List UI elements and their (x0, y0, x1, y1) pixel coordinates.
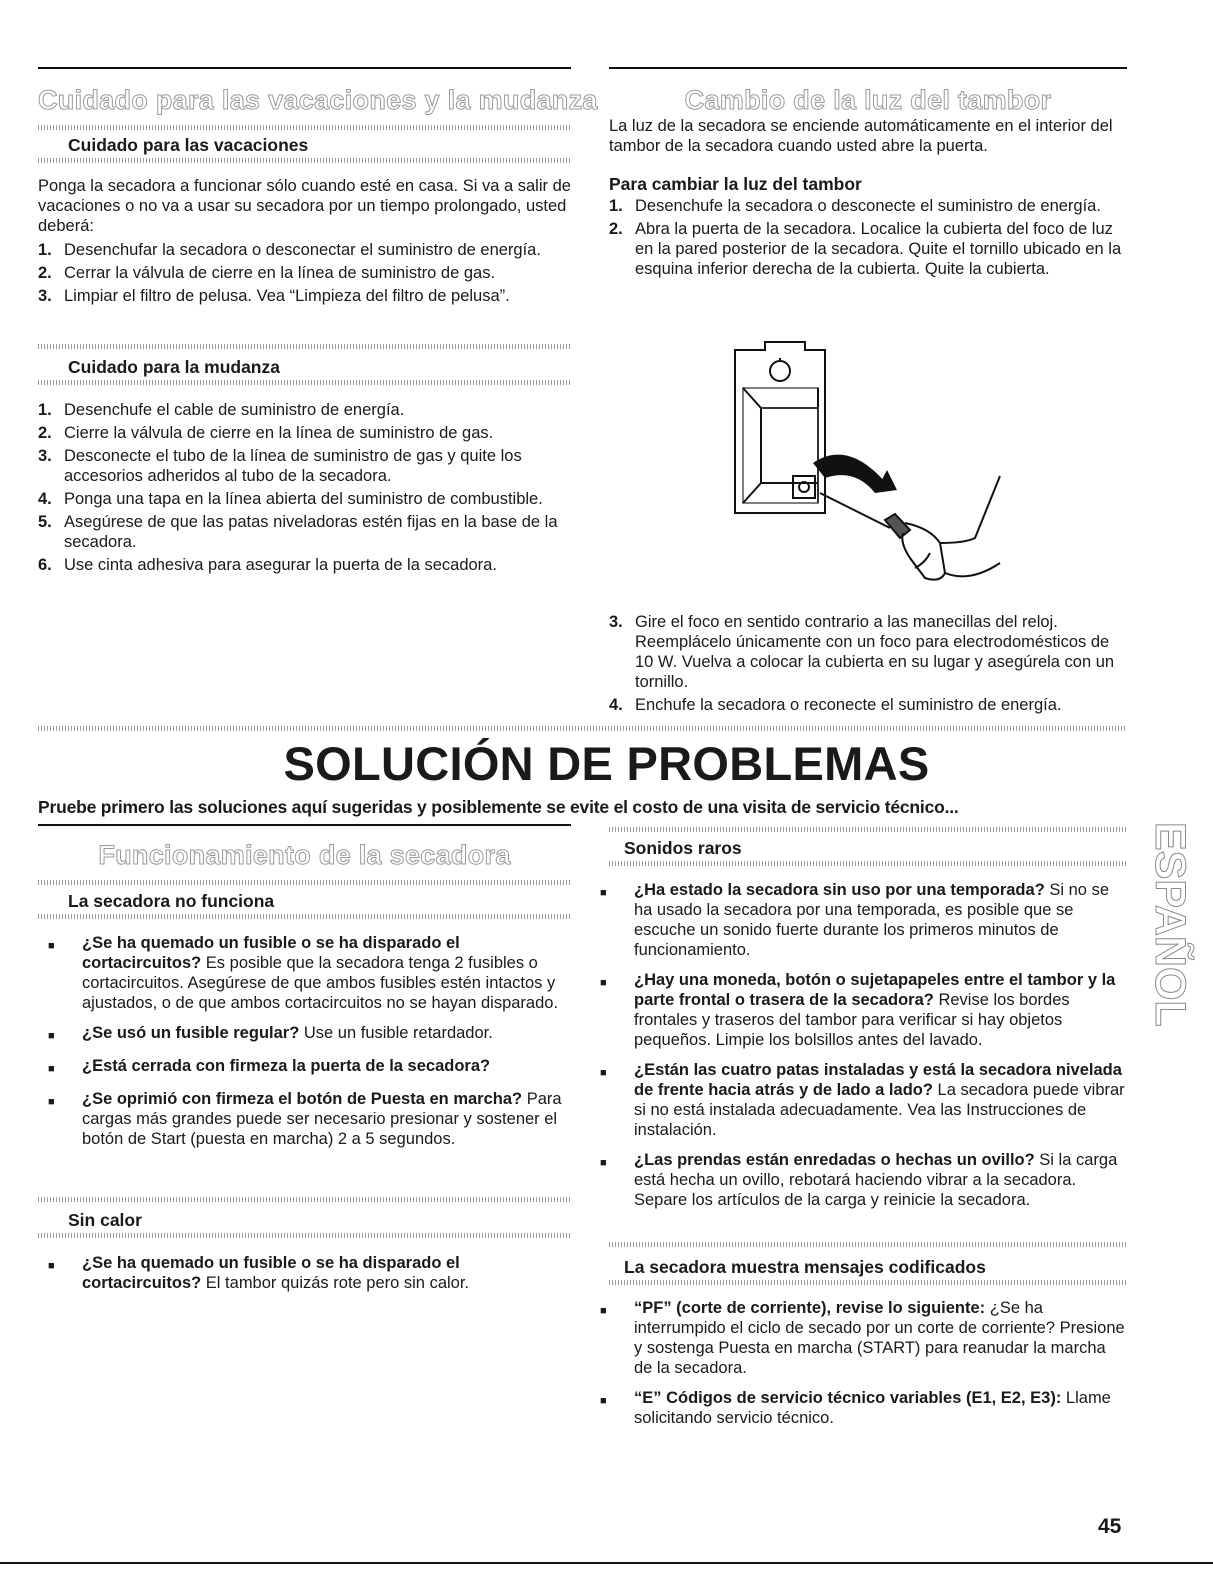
numbered-step: 1. Desenchufar la secadora o desconectar el suministro de energía. (38, 241, 541, 259)
numbered-step: 3. Gire el foco en sentido contrario a las manecillas del reloj. Reemplácelo únicamente con un foco para electrodomésticos de 10 W. Vuelva a colocar la cubierta en su lugar y asegúrela con un tornillo. (609, 612, 1127, 692)
bullet-icon: ■ (48, 1030, 55, 1042)
vacations-body (38, 176, 571, 309)
troubleshoot-item (600, 970, 1127, 1050)
question: ¿Se ha quemado un fusible o se ha disparado el cortacircuitos? (82, 934, 460, 972)
question: ¿Las prendas están enredadas o hechas un ovillo? (634, 1151, 1035, 1169)
question: ¿Están las cuatro patas instaladas y está la secadora nivelada de frente hacia atrás y de lado a lado? (634, 1061, 1122, 1099)
bullet-icon: ■ (600, 1395, 607, 1407)
numbered-step: 2. Cerrar la válvula de cierre en la línea de suministro de gas. (38, 264, 496, 282)
answer: El tambor quizás rote pero sin calor. (205, 1274, 470, 1292)
bullet-icon: ■ (600, 1067, 607, 1079)
troubleshoot-item (48, 1023, 571, 1046)
troubleshoot-item (600, 1388, 1127, 1428)
no-run-list (48, 933, 571, 1159)
question: ¿Se oprimió con firmeza el botón de Puesta en marcha? (82, 1090, 523, 1108)
step-text: Abra la puerta de la secadora. Localice la cubierta del foco de luz en la pared posterior de la secadora. Quite el tornillo ubicado en la esquina inferior derecha de la cubierta. Quite la cubierta. (635, 220, 1122, 278)
step-text: Ponga una tapa en la línea abierta del suministro de combustible. (64, 490, 543, 508)
divider (609, 1242, 1127, 1247)
step-text: Asegúrese de que las patas niveladoras estén fijas en la base de la secadora. (64, 513, 558, 551)
answer: Revise los bordes frontales y traseros del tambor para verificar si hay objetos pequeños. Limpie los bolsillos antes del lavado. (634, 991, 1070, 1049)
divider (609, 827, 1127, 832)
question: “E” Códigos de servicio técnico variables (E1, E2, E3): (634, 1389, 1062, 1407)
drumlight-heading: Cambio de la luz del tambor (684, 85, 1052, 115)
no-run-title: La secadora no funciona (68, 891, 275, 911)
bullet-icon: ■ (600, 1305, 607, 1317)
bullet-icon: ■ (600, 887, 607, 899)
codes-list (600, 1298, 1127, 1438)
divider (38, 880, 571, 885)
divider (38, 380, 571, 385)
numbered-step: 4. Enchufe la secadora o reconecte el suministro de energía. (609, 696, 1062, 714)
drumlight-intro: La luz de la secadora se enciende automáticamente en el interior del tambor de la secadora cuando usted abre la puerta. (609, 117, 1113, 155)
question: ¿Está cerrada con firmeza la puerta de la secadora? (82, 1057, 491, 1075)
step-text: Limpiar el filtro de pelusa. Vea “Limpieza del filtro de pelusa”. (64, 287, 510, 305)
numbered-step: 2. Cierre la válvula de cierre en la línea de suministro de gas. (38, 424, 494, 442)
numbered-step: 3. Limpiar el filtro de pelusa. Vea “Limpieza del filtro de pelusa”. (38, 287, 510, 305)
divider (609, 861, 1127, 866)
troubleshooting-subtitle: Pruebe primero las soluciones aquí sugeridas y posiblemente se evite el costo de una visita de servicio técnico... (38, 797, 959, 817)
divider (38, 1197, 571, 1202)
question: ¿Se usó un fusible regular? (82, 1024, 300, 1042)
step-text: Desenchufar la secadora o desconectar el suministro de energía. (64, 241, 541, 259)
troubleshoot-item (600, 1298, 1127, 1378)
question: ¿Ha estado la secadora sin uso por una temporada? (634, 881, 1045, 899)
drumlight-body (609, 116, 1127, 282)
numbered-step: 2. Abra la puerta de la secadora. Localice la cubierta del foco de luz en la pared posterior de la secadora. Quite el tornillo ubicado en la esquina inferior derecha de la cubierta. Quite la cubierta. (609, 219, 1127, 279)
bullet-icon: ■ (48, 1063, 55, 1075)
drumlight-subheading: Para cambiar la luz del tambor (609, 174, 862, 194)
divider (38, 1233, 571, 1238)
divider (38, 125, 571, 130)
numbered-step: 3. Desconecte el tubo de la línea de suministro de gas y quite los accesorios adheridos al tubo de la secadora. (38, 446, 571, 486)
question: ¿Hay una moneda, botón o sujetapapeles entre el tambor y la parte frontal o trasera de la secadora? (634, 971, 1116, 1009)
vacations-subheading: Cuidado para las vacaciones (68, 135, 309, 155)
numbered-step: 1. Desenchufe la secadora o desconecte el suministro de energía. (609, 197, 1101, 215)
answer: Si la carga está hecha un ovillo, rebotará haciendo vibrar a la secadora. Separe los artículos de la carga y reinicie la secadora. (634, 1151, 1118, 1209)
bullet-icon: ■ (600, 977, 607, 989)
question: ¿Se ha quemado un fusible o se ha disparado el cortacircuitos? (82, 1254, 460, 1292)
answer: ¿Se ha interrumpido el ciclo de secado por un corte de corriente? Presione y sostenga Puesta en marcha (START) para reanudar la marcha de la secadora. (634, 1299, 1125, 1377)
divider (609, 1280, 1127, 1285)
troubleshoot-item (48, 933, 571, 1013)
codes-title: La secadora muestra mensajes codificados (624, 1257, 986, 1277)
language-tab: ESPAÑOL (1146, 822, 1194, 1027)
answer: Es posible que la secadora tenga 2 fusibles o cortacircuitos. Asegúrese de que ambos fusibles estén intactos y ajustados, o de que ambos cortacircuitos no se hayan disparado. (82, 954, 559, 1012)
troubleshoot-item (600, 1060, 1127, 1140)
question: “PF” (corte de corriente), revise lo siguiente: (634, 1299, 986, 1317)
answer: Si no se ha usado la secadora por una temporada, es posible que se escuche un sonido fuerte durante los primeros minutos de funcionamiento. (634, 881, 1109, 959)
sounds-title: Sonidos raros (624, 838, 742, 858)
step-text: Desenchufe la secadora o desconecte el suministro de energía. (635, 197, 1101, 215)
divider (38, 726, 1127, 731)
operation-heading: Funcionamiento de la secadora (98, 840, 511, 870)
step-text: Desconecte el tubo de la línea de suministro de gas y quite los accesorios adheridos al tubo de la secadora. (64, 447, 522, 485)
troubleshoot-item (48, 1253, 571, 1293)
vacations-intro: Ponga la secadora a funcionar sólo cuando esté en casa. Si va a salir de vacaciones o no va a usar su secadora por un tiempo prolongado, usted deberá: (38, 177, 571, 235)
divider (38, 914, 571, 919)
no-heat-title: Sin calor (68, 1210, 142, 1230)
answer: La secadora puede vibrar si no está instalada adecuadamente. Vea las Instrucciones de instalación. (634, 1081, 1125, 1139)
bullet-icon: ■ (48, 1260, 55, 1272)
vacations-heading: Cuidado para las vacaciones y la mudanza (38, 85, 598, 115)
numbered-step: 1. Desenchufe el cable de suministro de energía. (38, 401, 405, 419)
troubleshoot-item (48, 1056, 571, 1079)
numbered-step: 6. Use cinta adhesiva para asegurar la puerta de la secadora. (38, 556, 497, 574)
light-cover-illustration (725, 338, 1015, 588)
bullet-icon: ■ (600, 1157, 607, 1169)
answer: Use un fusible retardador. (303, 1024, 493, 1042)
bullet-icon: ■ (48, 1096, 55, 1108)
numbered-step: 4. Ponga una tapa en la línea abierta del suministro de combustible. (38, 490, 543, 508)
drumlight-body-2 (609, 612, 1127, 718)
sounds-list (600, 880, 1127, 1220)
divider (38, 158, 571, 163)
moving-subheading: Cuidado para la mudanza (68, 357, 280, 377)
divider (38, 344, 571, 349)
answer: Llame solicitando servicio técnico. (634, 1389, 1111, 1427)
bottom-rule (0, 1562, 1213, 1564)
troubleshoot-item (600, 1150, 1127, 1210)
step-text: Use cinta adhesiva para asegurar la puerta de la secadora. (64, 556, 497, 574)
answer: Para cargas más grandes puede ser necesario presionar y sostener el botón de Start (puesta en marcha) 2 a 5 segundos. (82, 1090, 562, 1148)
step-text: Cerrar la válvula de cierre en la línea de suministro de gas. (64, 264, 496, 282)
bullet-icon: ■ (48, 940, 55, 952)
numbered-step: 5. Asegúrese de que las patas niveladoras estén fijas en la base de la secadora. (38, 512, 571, 552)
troubleshooting-title: SOLUCIÓN DE PROBLEMAS (283, 737, 930, 790)
step-text: Desenchufe el cable de suministro de energía. (64, 401, 405, 419)
no-heat-list (48, 1253, 571, 1303)
troubleshoot-item (600, 880, 1127, 960)
troubleshoot-item (48, 1089, 571, 1149)
step-text: Enchufe la secadora o reconecte el suministro de energía. (635, 696, 1062, 714)
page-number: 45 (1098, 1515, 1122, 1538)
step-text: Gire el foco en sentido contrario a las manecillas del reloj. Reemplácelo únicamente con un foco para electrodomésticos de 10 W. Vuelva a colocar la cubierta en su lugar y asegúrela con un tornillo. (635, 613, 1115, 691)
moving-body (38, 400, 571, 578)
step-text: Cierre la válvula de cierre en la línea de suministro de gas. (64, 424, 494, 442)
